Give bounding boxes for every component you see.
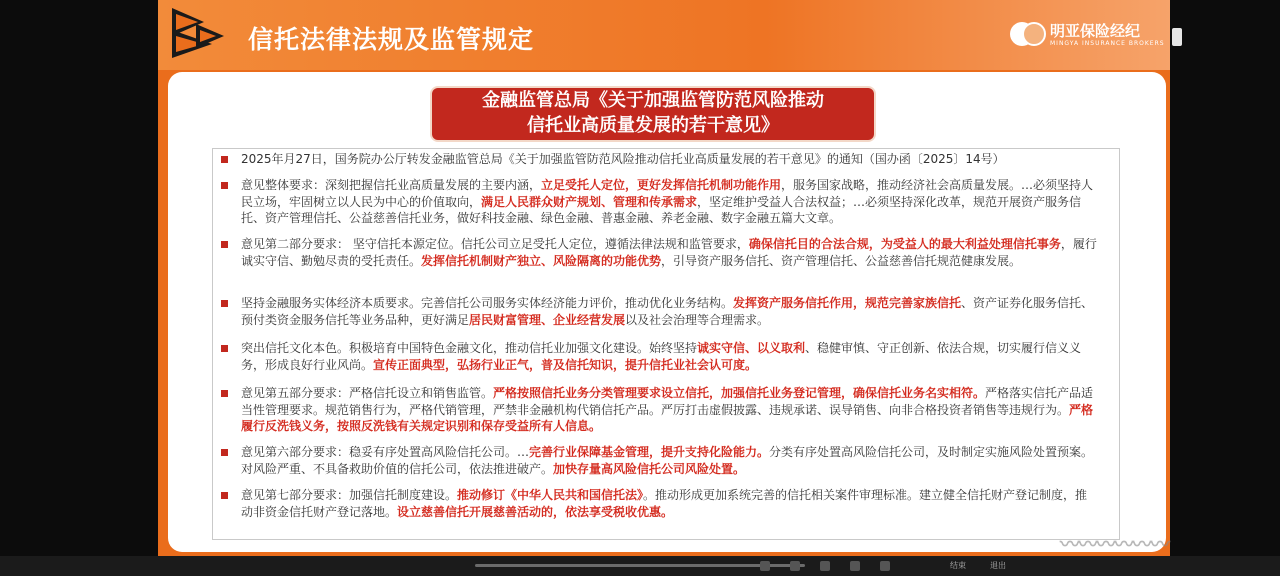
- banner-line-1: 金融监管总局《关于加强监管防范风险推动: [482, 90, 824, 111]
- highlighted-text: 满足人民群众财产规划、管理和传承需求: [481, 194, 698, 209]
- brand-english: MINGYA INSURANCE BROKERS: [1050, 40, 1165, 47]
- list-item: [221, 151, 1099, 168]
- body-text: 意见第七部分要求：加强信托制度建设。: [241, 488, 458, 502]
- bullet-square-icon: [221, 449, 228, 456]
- list-item-text: [241, 236, 1099, 269]
- body-text: 意见第二部分要求： 坚守信托本源定位。信托公司立足受托人定位，遵循法律法规和监管要求，: [241, 237, 749, 251]
- triangle-logo-icon: [170, 4, 230, 60]
- list-item-text: [241, 177, 1099, 227]
- presenter-toolbar: [0, 556, 1280, 576]
- list-item-text: [241, 295, 1099, 328]
- highlighter-icon[interactable]: [850, 561, 860, 571]
- highlighted-text: 发挥资产服务信托作用，规范完善家族信托: [733, 296, 962, 310]
- bullet-square-icon: [221, 492, 228, 499]
- pen-icon[interactable]: [760, 561, 770, 571]
- end-show-button[interactable]: 结束: [950, 561, 966, 570]
- brand-name: 明亚保险经纪: [1050, 22, 1141, 40]
- watermark-scribble: 〰〰〰〰〰〰: [1060, 532, 1168, 556]
- list-item-text: [241, 340, 1099, 373]
- list-item: [221, 340, 1099, 373]
- body-text: 严格落实信托产品适当性管理要求。规范销售行为，严格代销管理，严禁非金融机构代销信托产品。严厉打击虚假披露、违规承诺、误导销售、向非合格投资者销售等违规行为。: [241, 386, 1094, 417]
- body-text: 、稳健审慎、守正创新、依法合规，切实履行信义义务，形成良好行业风尚。: [241, 341, 1082, 372]
- body-text: ，引导资产服务信托、资产管理信托、公益慈善信托规范健康发展。: [661, 253, 1022, 268]
- body-text: 坚持金融服务实体经济本质要求。完善信托公司服务实体经济能力评价，推动优化业务结构。: [241, 296, 734, 310]
- bullet-square-icon: [221, 241, 228, 248]
- list-item-text: [241, 444, 1099, 477]
- bullet-square-icon: [221, 156, 228, 163]
- list-item: [221, 385, 1099, 435]
- body-text: 以及社会治理等合理需求。: [625, 312, 770, 327]
- body-text: 分类有序处置高风险信托公司，及时制定实施风险处置预案。对风险严重、不具备救助价值的信托公司，依法推进破产。: [241, 445, 1094, 476]
- body-text: 、资产证券化服务信托、预付类资金服务信托等业务品种，更好满足: [241, 296, 1094, 327]
- highlighted-text: 推动修订《中华人民共和国信托法》: [457, 488, 644, 502]
- exit-button[interactable]: 退出: [990, 561, 1006, 570]
- list-item-text: [241, 487, 1099, 520]
- brand-logo: [1010, 20, 1165, 50]
- bullet-square-icon: [221, 182, 228, 189]
- body-text: 突出信托文化本色。积极培育中国特色金融文化，推动信托业加强文化建设。始终坚持: [241, 341, 698, 355]
- eraser-icon[interactable]: [820, 561, 830, 571]
- highlighted-text: 严格履行反洗钱义务，按照反洗钱有关规定识别和保存受益所有人信息。: [241, 402, 1094, 433]
- highlighted-text: 诚实守信、以义取利: [697, 341, 806, 355]
- body-text: 意见整体要求：深刻把握信托业高质量发展的主要内涵，: [241, 178, 542, 192]
- pointer-icon[interactable]: [790, 561, 800, 571]
- highlighted-text: 设立慈善信托开展慈善活动的，依法享受税收优惠。: [397, 504, 674, 519]
- body-text: 意见第六部分要求：稳妥有序处置高风险信托公司。…: [241, 445, 530, 459]
- slide-title: 信托法律法规及监管规定: [248, 25, 535, 54]
- slide-progress-bar[interactable]: [475, 564, 805, 567]
- document-title-banner: [432, 88, 874, 140]
- highlighted-text: 宣传正面典型，弘扬行业正气，普及信托知识，提升信托业社会认可度。: [373, 357, 758, 372]
- list-item: [221, 236, 1099, 269]
- highlighted-text: 加快存量高风险信托公司风险处置。: [553, 461, 746, 476]
- body-text: ，服务国家战略，推动经济社会高质量发展。…必须坚持人民立场，牢固树立以人民为中心的价值取向，: [241, 178, 1094, 209]
- highlighted-text: 立足受托人定位，更好发挥信托机制功能作用: [541, 178, 782, 192]
- list-item: [221, 444, 1099, 477]
- list-item: [221, 487, 1099, 520]
- body-text: 2025年月27日，国务院办公厅转发金融监管总局《关于加强监管防范风险推动信托业高质量发展的若干意见》的通知（国办函〔2025〕14号）: [241, 152, 1005, 166]
- presentation-slide: [158, 0, 1170, 556]
- list-item: [221, 295, 1099, 328]
- highlighted-text: 严格按照信托业务分类管理要求设立信托，加强信托业务登记管理，确保信托业务名实相符。: [493, 386, 986, 400]
- banner-line-2: 信托业高质量发展的若干意见》: [527, 115, 779, 136]
- body-text: ，履行诚实守信、勤勉尽责的受托责任。: [241, 237, 1097, 268]
- highlighted-text: 确保信托目的合法合规，为受益人的最大利益处理信托事务: [748, 237, 1061, 251]
- highlighted-text: 居民财富管理、企业经营发展: [469, 312, 626, 327]
- list-item-text: [241, 385, 1099, 435]
- bullet-list: [212, 148, 1120, 540]
- highlighted-text: 完善行业保障基金管理，提升支持化险能力。: [529, 445, 770, 459]
- bullet-square-icon: [221, 390, 228, 397]
- list-item: [221, 177, 1099, 227]
- bullet-square-icon: [221, 300, 228, 307]
- body-text: ，坚定维护受益人合法权益；…必须坚持深化改革，规范开展资产服务信托、资产管理信托、公益慈善信托业务，做好科技金融、绿色金融、普惠金融、养老金融、数字金融五篇大文章。: [241, 194, 1082, 225]
- grid-icon[interactable]: [880, 561, 890, 571]
- side-panel-icon[interactable]: [1172, 28, 1182, 46]
- bullet-square-icon: [221, 345, 228, 352]
- body-text: 。推动形成更加系统完善的信托相关案件审理标准。建立健全信托财产登记制度，推动非资金信托财产登记落地。: [241, 488, 1088, 519]
- content-card: [168, 72, 1166, 552]
- body-text: 意见第五部分要求：严格信托设立和销售监管。: [241, 386, 494, 400]
- list-item-text: [241, 151, 1099, 168]
- highlighted-text: 发挥信托机制财产独立、风险隔离的功能优势: [421, 253, 662, 268]
